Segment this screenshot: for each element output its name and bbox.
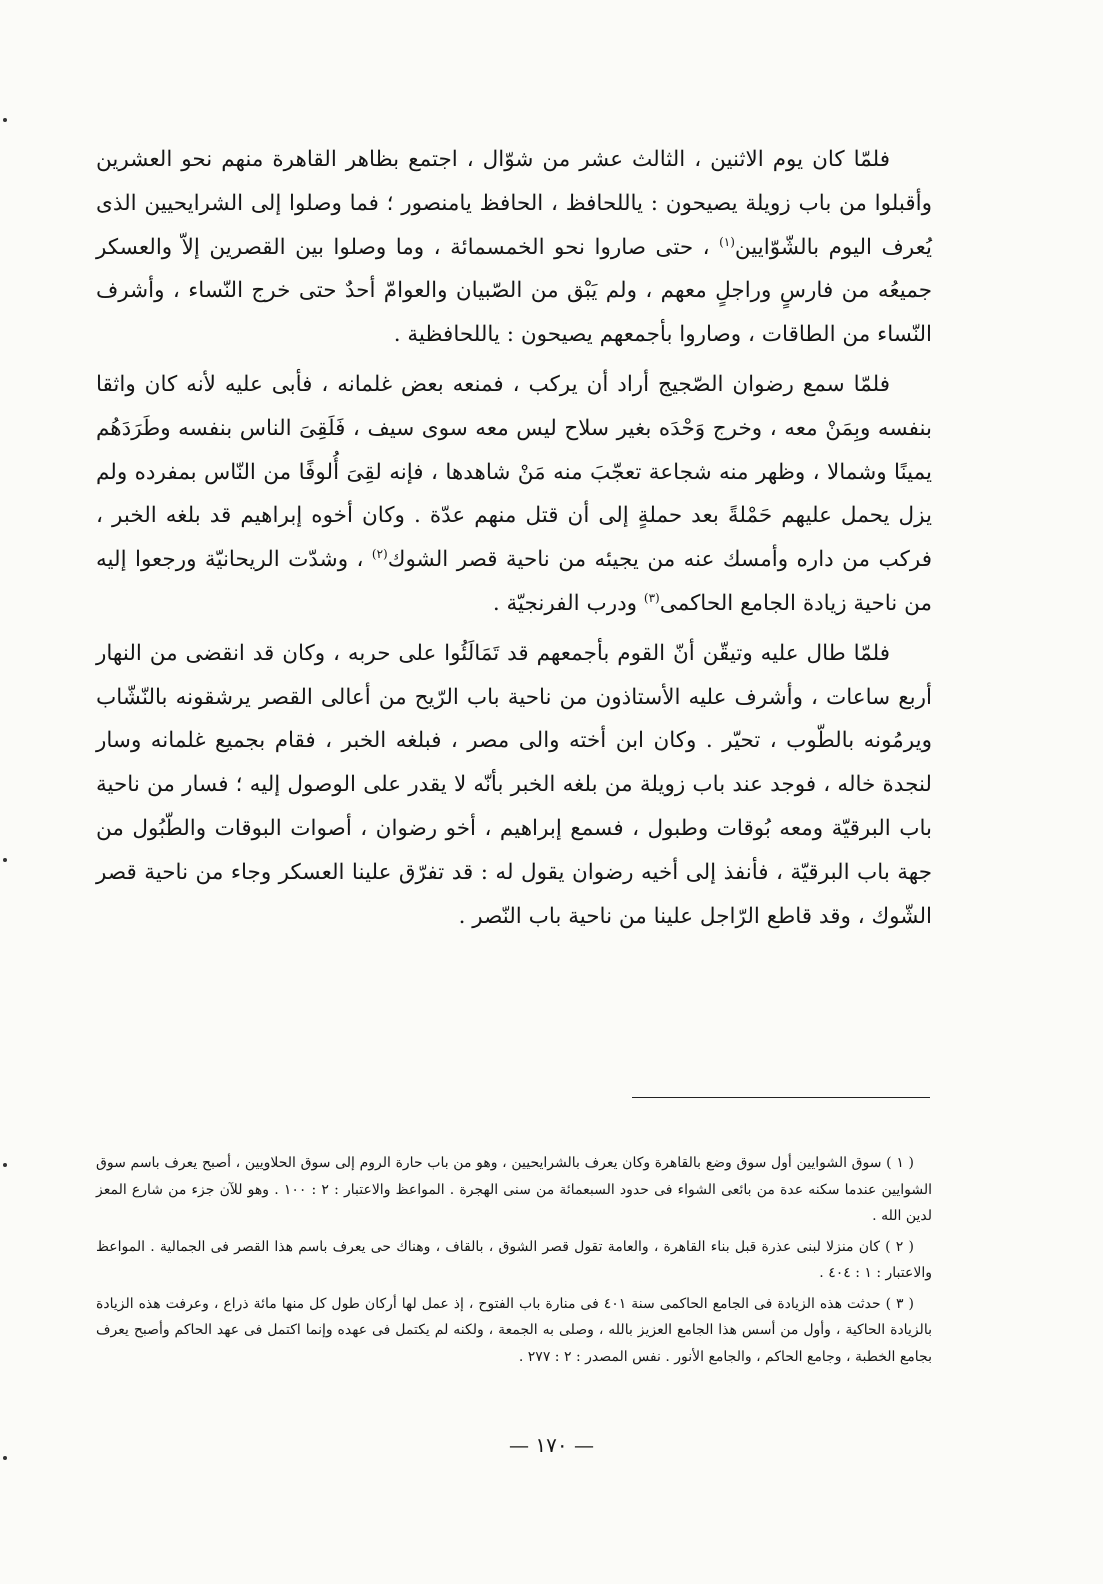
footnote-ref-3: (٣) xyxy=(643,590,660,605)
scan-speck xyxy=(3,858,7,862)
paragraph-3 xyxy=(96,632,932,939)
paragraph-text: ، وشدّت الريحانيّة ورجعوا إليه من ناحية زيادة الجامع الحاكمى xyxy=(96,547,932,616)
footnote-divider xyxy=(632,1097,930,1098)
page-number: — ١٧٠ — xyxy=(509,1433,594,1457)
footnote-3: ( ٣ ) حدثت هذه الزيادة فى الجامع الحاكمى سنة ٤٠١ فى منارة باب الفتوح ، إذ عمل لها أركان طول كل منها مائة ذراع ، وعرفت هذه الزيادة بالزيادة الحاكية ، وأول من أسس هذا الجامع العزيز بالله ، وصلى به الجمعة ، ولكنه لم يكتمل فى عهده وإنما اكتمل فى عهد الحاكم وأصبح يعرف بجامع الخطبة ، وجامع الحاكم ، والجامع الأنور . نفس المصدر : ٢ : ٢٧٧ . xyxy=(96,1295,932,1365)
paragraph-2 xyxy=(96,363,932,626)
paragraph-text: ودرب الفرنجيّة . xyxy=(492,590,644,616)
main-text xyxy=(96,138,932,944)
paragraph-text: فلمّا طال عليه وتيقّن أنّ القوم بأجمعهم قد تَمَالَئُوا على حربه ، وكان قد انقضى من النهار أربع ساعات ، وأشرف عليه الأستاذون من ناحية باب الرّيح من أعالى القصر يرشقونه بالنّشّاب ويرمُونه بالطّوب ، تحيّر . وكان ابن أخته والى مصر ، فبلغه الخبر ، فقام بجميع غلمانه وسار لنجدة خاله ، فوجد عند باب زويلة من بلغه الخبر بأنّه لا يقدر على الوصول إليه ؛ فسار من ناحية باب البرقيّة ومعه بُوقات وطبول ، فسمع إبراهيم ، أخو رضوان ، أصوات البوقات والطّبُول من جهة باب البرقيّة ، فأنفذ إلى أخيه رضوان يقول له : قد تفرّق علينا العسكر وجاء من ناحية قصر الشّوك ، وقد قاطع الرّاجل علينا من ناحية باب النّصر . xyxy=(96,640,932,929)
paragraph-text: فلمّا كان يوم الاثنين ، الثالث عشر من شوّال ، اجتمع بظاهر القاهرة منهم نحو العشرين وأقبلوا من باب زويلة يصيحون : ياللحافظ ، الحافظ يامنصور ؛ فما وصلوا إلى الشرايحيين الذى يُعرف اليوم بالشّوّايين xyxy=(96,147,932,260)
footnotes xyxy=(96,1150,932,1374)
paragraph-text: فلمّا سمع رضوان الصّجيج أراد أن يركب ، فمنعه بعض غلمانه ، فأبى عليه لأنه كان واثقا بنفسه وبِمَنْ معه ، وخرج وَحْدَه بغير سلاح ليس معه سوى سيف ، فَلَقِىَ الناس بنفسه وطَرَدَهُم يمينًا وشمالا ، وظهر منه شجاعة تعجّبَ منه مَنْ شاهدها ، فإنه لقِىَ أُلوفًا من النّاس بمفرده ولم يزل يحمل عليهم حَمْلةً بعد حملةٍ إلى أن قتل منهم عدّة . وكان أخوه إبراهيم قد بلغه الخبر ، فركب من داره وأمسك عنه من يجيئه من ناحية قصر الشوك xyxy=(96,371,932,573)
scan-speck xyxy=(3,1456,7,1460)
paragraph-text: ، حتى صاروا نحو الخمسمائة ، وما وصلوا بين القصرين إلاّ والعسكر جميعُه من فارسٍ وراجلٍ معهم ، ولم يَبْق من الصّبيان والعوامّ أحدٌ حتى خرج النّساء ، وأشرف النّساء من الطاقات ، وصاروا بأجمعهم يصيحون : ياللحافظية . xyxy=(96,234,932,348)
scan-speck xyxy=(3,118,7,122)
footnote-2: ( ٢ ) كان منزلا لبنى عذرة قبل بناء القاهرة ، والعامة تقول قصر الشوق ، بالقاف ، وهناك حى يعرف باسم هذا القصر فى الجمالية . المواعظ والاعتبار : ١ : ٤٠٤ . xyxy=(96,1238,932,1281)
footnote-ref-2: (٢) xyxy=(371,547,388,562)
footnote-1: ( ١ ) سوق الشوايين أول سوق وضع بالقاهرة وكان يعرف بالشرايحيين ، وهو من باب حارة الروم إلى سوق الحلاويين ، أصبح يعرف باسم سوق الشوايين عندما سكنه عدة من بائعى الشواء فى حدود السبعمائة من سنى الهجرة . المواعظ والاعتبار : ٢ : ١٠٠ . وهو للآن جزء من شارع المعز لدين الله . xyxy=(96,1155,932,1224)
footnote-ref-1: (١) xyxy=(719,234,735,249)
paragraph-1 xyxy=(96,138,932,357)
scan-speck xyxy=(3,1163,7,1167)
